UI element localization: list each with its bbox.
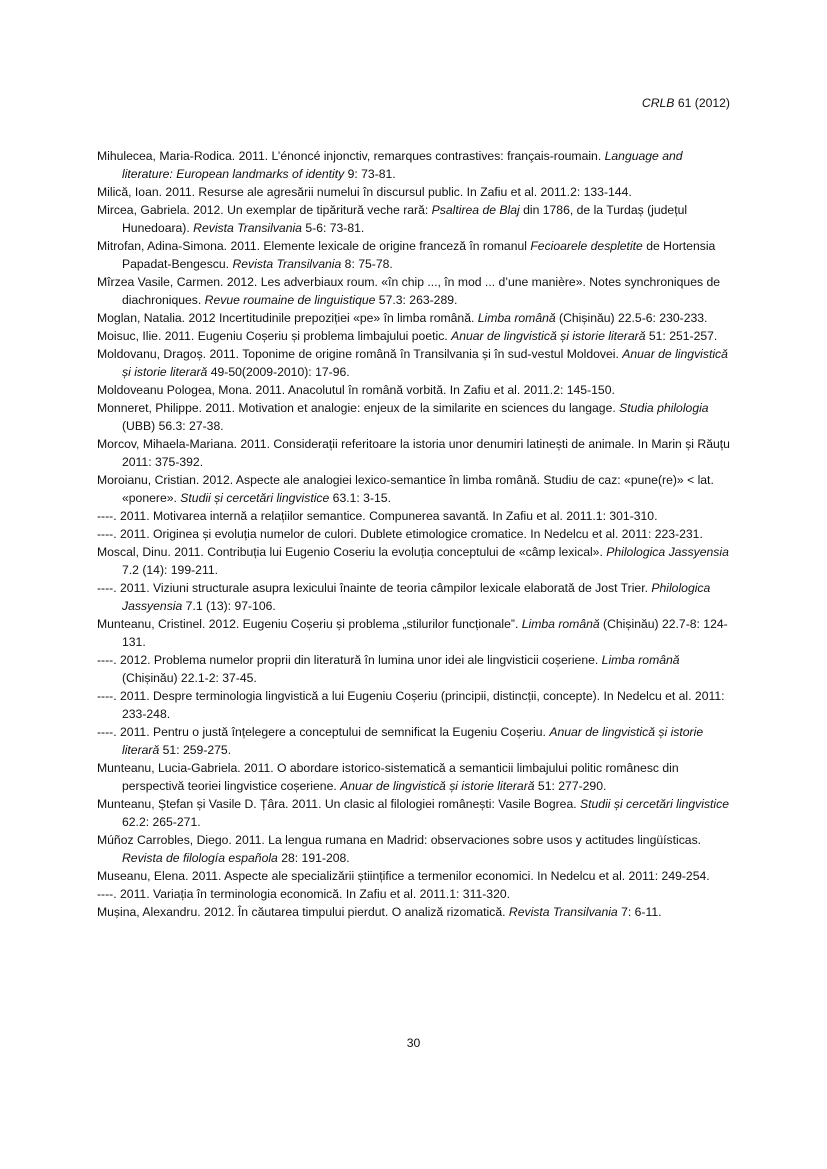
bibliography-entry	[97, 471, 733, 507]
entry-text: Munteanu, Lucia-Gabriela. 2011. O abordare istorico-sistematică a semanticii limbajului politic românesc din perspectivă teoriei lingvistice coșeriene.	[97, 761, 679, 793]
entry-title-italic: Studii și cercetări lingvistice	[580, 797, 730, 811]
entry-text: ----. 2011. Originea și evoluția numelor de culori. Dublete etimologice cromatice. In Nedelcu et al. 2011: 223-231.	[97, 527, 703, 541]
bibliography-entry	[97, 345, 733, 381]
bibliography-entry	[97, 867, 733, 885]
entry-text: Moroianu, Cristian. 2012. Aspecte ale analogiei lexico-semantice în limba română. Studiu de caz: «pune(re)» < lat. «ponere».	[97, 473, 714, 505]
bibliography-entry	[97, 399, 733, 435]
entry-text: Monneret, Philippe. 2011. Motivation et analogie: enjeux de la similarite en sciences du langage.	[97, 401, 620, 415]
entry-title-italic: Revista Transilvania	[232, 257, 342, 271]
bibliography-entry	[97, 651, 733, 687]
entry-text: 51: 277-290.	[534, 779, 607, 793]
bibliography-entry	[97, 903, 733, 921]
entry-text: ----. 2011. Motivarea internă a relațiilor semantice. Compunerea savantă. In Zafiu et al. 2011.1: 301-310.	[97, 509, 658, 523]
entry-text: Mitrofan, Adina-Simona. 2011. Elemente lexicale de origine franceză în romanul	[97, 239, 531, 253]
entry-text: Morcov, Mihaela-Mariana. 2011. Considerații referitoare la istoria unor denumiri latinești de animale. In Marin și Răuțu 2011: 375-392.	[97, 437, 730, 469]
entry-text: ----. 2011. Variația în terminologia economică. In Zafiu et al. 2011.1: 311-320.	[97, 887, 511, 901]
entry-title-italic: Anuar de lingvistică și istorie literară	[451, 329, 646, 343]
entry-title-italic: Revista de filología española	[122, 851, 278, 865]
entry-text: Museanu, Elena. 2011. Aspecte ale specializării științifice a termenilor economici. In Nedelcu et al. 2011: 249-254.	[97, 869, 710, 883]
entry-title-italic: Anuar de lingvistică și istorie literară	[122, 725, 704, 757]
bibliography-entry	[97, 795, 733, 831]
entry-text: Mîrzea Vasile, Carmen. 2012. Les adverbiaux roum. «în chip ..., în mod ... d’une manière». Notes synchroniques de diachroniques.	[97, 275, 721, 307]
entry-title-italic: Psaltirea de Blaj	[431, 203, 520, 217]
bibliography-entry	[97, 759, 733, 795]
entry-text: 49-50(2009-2010): 17-96.	[207, 365, 350, 379]
bibliography-entry	[97, 831, 733, 867]
entry-text: (UBB) 56.3: 27-38.	[122, 419, 224, 433]
entry-text: Moscal, Dinu. 2011. Contribuția lui Eugenio Coseriu la evoluția conceptului de «câmp lexical».	[97, 545, 607, 559]
entry-text: Moglan, Natalia. 2012 Incertitudinile prepoziției «pe» în limba română.	[97, 311, 478, 325]
bibliography-list	[97, 147, 733, 921]
entry-text: (Chișinău) 22.7-8: 124-131.	[122, 617, 728, 649]
bibliography-entry	[97, 885, 733, 903]
entry-text: Moldoveanu Pologea, Mona. 2011. Anacolutul în română vorbită. In Zafiu et al. 2011.2: 145-150.	[97, 383, 615, 397]
entry-title-italic: Fecioarele despletite	[530, 239, 643, 253]
entry-text: Mușina, Alexandru. 2012. În căutarea timpului pierdut. O analiză rizomatică.	[97, 905, 509, 919]
entry-text: ----. 2012. Problema numelor proprii din literatură în lumina unor idei ale lingvisticii coșeriene.	[97, 653, 602, 667]
bibliography-entry	[97, 327, 733, 345]
entry-title-italic: Anuar de lingvistică și istorie literară	[122, 347, 728, 379]
bibliography-entry	[97, 507, 733, 525]
entry-title-italic: Limba română	[477, 311, 556, 325]
entry-text: Milică, Ioan. 2011. Resurse ale agresării numelui în discursul public. In Zafiu et al. 2011.2: 133-144.	[97, 185, 632, 199]
bibliography-entry	[97, 687, 733, 723]
bibliography-entry	[97, 543, 733, 579]
entry-text: din 1786, de la Turdaș (județul Hunedoara).	[122, 203, 688, 235]
entry-text: Mihulecea, Maria-Rodica. 2011. L’énoncé injonctiv, remarques contrastives: français-roumain.	[97, 149, 605, 163]
bibliography-entry	[97, 579, 733, 615]
entry-text: 7: 6-11.	[617, 905, 662, 919]
entry-text: (Chișinău) 22.5-6: 230-233.	[555, 311, 708, 325]
entry-text: 51: 251-257.	[645, 329, 718, 343]
entry-text: Mircea, Gabriela. 2012. Un exemplar de tipăritură veche rară:	[97, 203, 432, 217]
bibliography-entry	[97, 237, 733, 273]
entry-text: 28: 191-208.	[277, 851, 350, 865]
entry-text: Moldovanu, Dragoș. 2011. Toponime de origine română în Transilvania și în sud-vestul Moldovei.	[97, 347, 623, 361]
entry-text: 7.1 (13): 97-106.	[182, 599, 276, 613]
running-header	[642, 96, 730, 110]
entry-title-italic: Studii și cercetări lingvistice	[180, 491, 330, 505]
entry-text: Múñoz Carrobles, Diego. 2011. La lengua rumana en Madrid: observaciones sobre usos y actitudes lingüísticas.	[97, 833, 702, 847]
bibliography-entry	[97, 381, 733, 399]
entry-text: 62.2: 265-271.	[122, 815, 201, 829]
entry-text: 8: 75-78.	[341, 257, 393, 271]
entry-title-italic: Revue roumaine de linguistique	[204, 293, 376, 307]
entry-title-italic: Revista Transilvania	[508, 905, 618, 919]
entry-text: 63.1: 3-15.	[329, 491, 391, 505]
bibliography-entry	[97, 201, 733, 237]
entry-text: 51: 259-275.	[159, 743, 232, 757]
entry-text: Moisuc, Ilie. 2011. Eugeniu Coșeriu și problema limbajului poetic.	[97, 329, 452, 343]
bibliography-entry	[97, 723, 733, 759]
entry-text: 5-6: 73-81.	[301, 221, 365, 235]
entry-text: ----. 2011. Viziuni structurale asupra lexicului înainte de teoria câmpilor lexicale elaborată de Jost Trier.	[97, 581, 652, 595]
entry-text: ----. 2011. Pentru o justă înțelegere a conceptului de semnificat la Eugeniu Coșeriu.	[97, 725, 550, 739]
entry-text: 7.2 (14): 199-211.	[122, 563, 218, 577]
entry-text: 9: 73-81.	[344, 167, 396, 181]
bibliography-entry	[97, 435, 733, 471]
entry-text: Munteanu, Cristinel. 2012. Eugeniu Coșeriu și problema „stilurilor funcționale”.	[97, 617, 522, 631]
entry-title-italic: Studia philologia	[619, 401, 709, 415]
journal-abbrev: CRLB	[641, 96, 675, 110]
bibliography-entry	[97, 273, 733, 309]
bibliography-entry	[97, 309, 733, 327]
entry-text: (Chișinău) 22.1-2: 37-45.	[122, 671, 257, 685]
entry-title-italic: Limba română	[601, 653, 680, 667]
bibliography-entry	[97, 525, 733, 543]
entry-title-italic: Anuar de lingvistică și istorie literară	[340, 779, 535, 793]
entry-text: 57.3: 263-289.	[375, 293, 458, 307]
entry-text: ----. 2011. Despre terminologia lingvistică a lui Eugeniu Coșeriu (principii, distincții, concepte). In Nedelcu et al. 2011: 233-248.	[97, 689, 725, 721]
journal-volume: 61 (2012)	[674, 96, 730, 110]
entry-text: Munteanu, Ștefan și Vasile D. Țâra. 2011. Un clasic al filologiei românești: Vasile Bogrea.	[97, 797, 580, 811]
entry-title-italic: Revista Transilvania	[193, 221, 302, 235]
bibliography-entry	[97, 147, 733, 183]
entry-title-italic: Limba română	[521, 617, 600, 631]
bibliography-entry	[97, 183, 733, 201]
page-number: 30	[406, 1036, 421, 1050]
entry-title-italic: Philologica Jassyensia	[606, 545, 729, 559]
entry-text: de Hortensia Papadat-Bengescu.	[122, 239, 716, 271]
bibliography-entry	[97, 615, 733, 651]
entry-title-italic: Philologica Jassyensia	[122, 581, 711, 613]
entry-title-italic: Language and literature: European landmarks of identity	[122, 149, 683, 181]
